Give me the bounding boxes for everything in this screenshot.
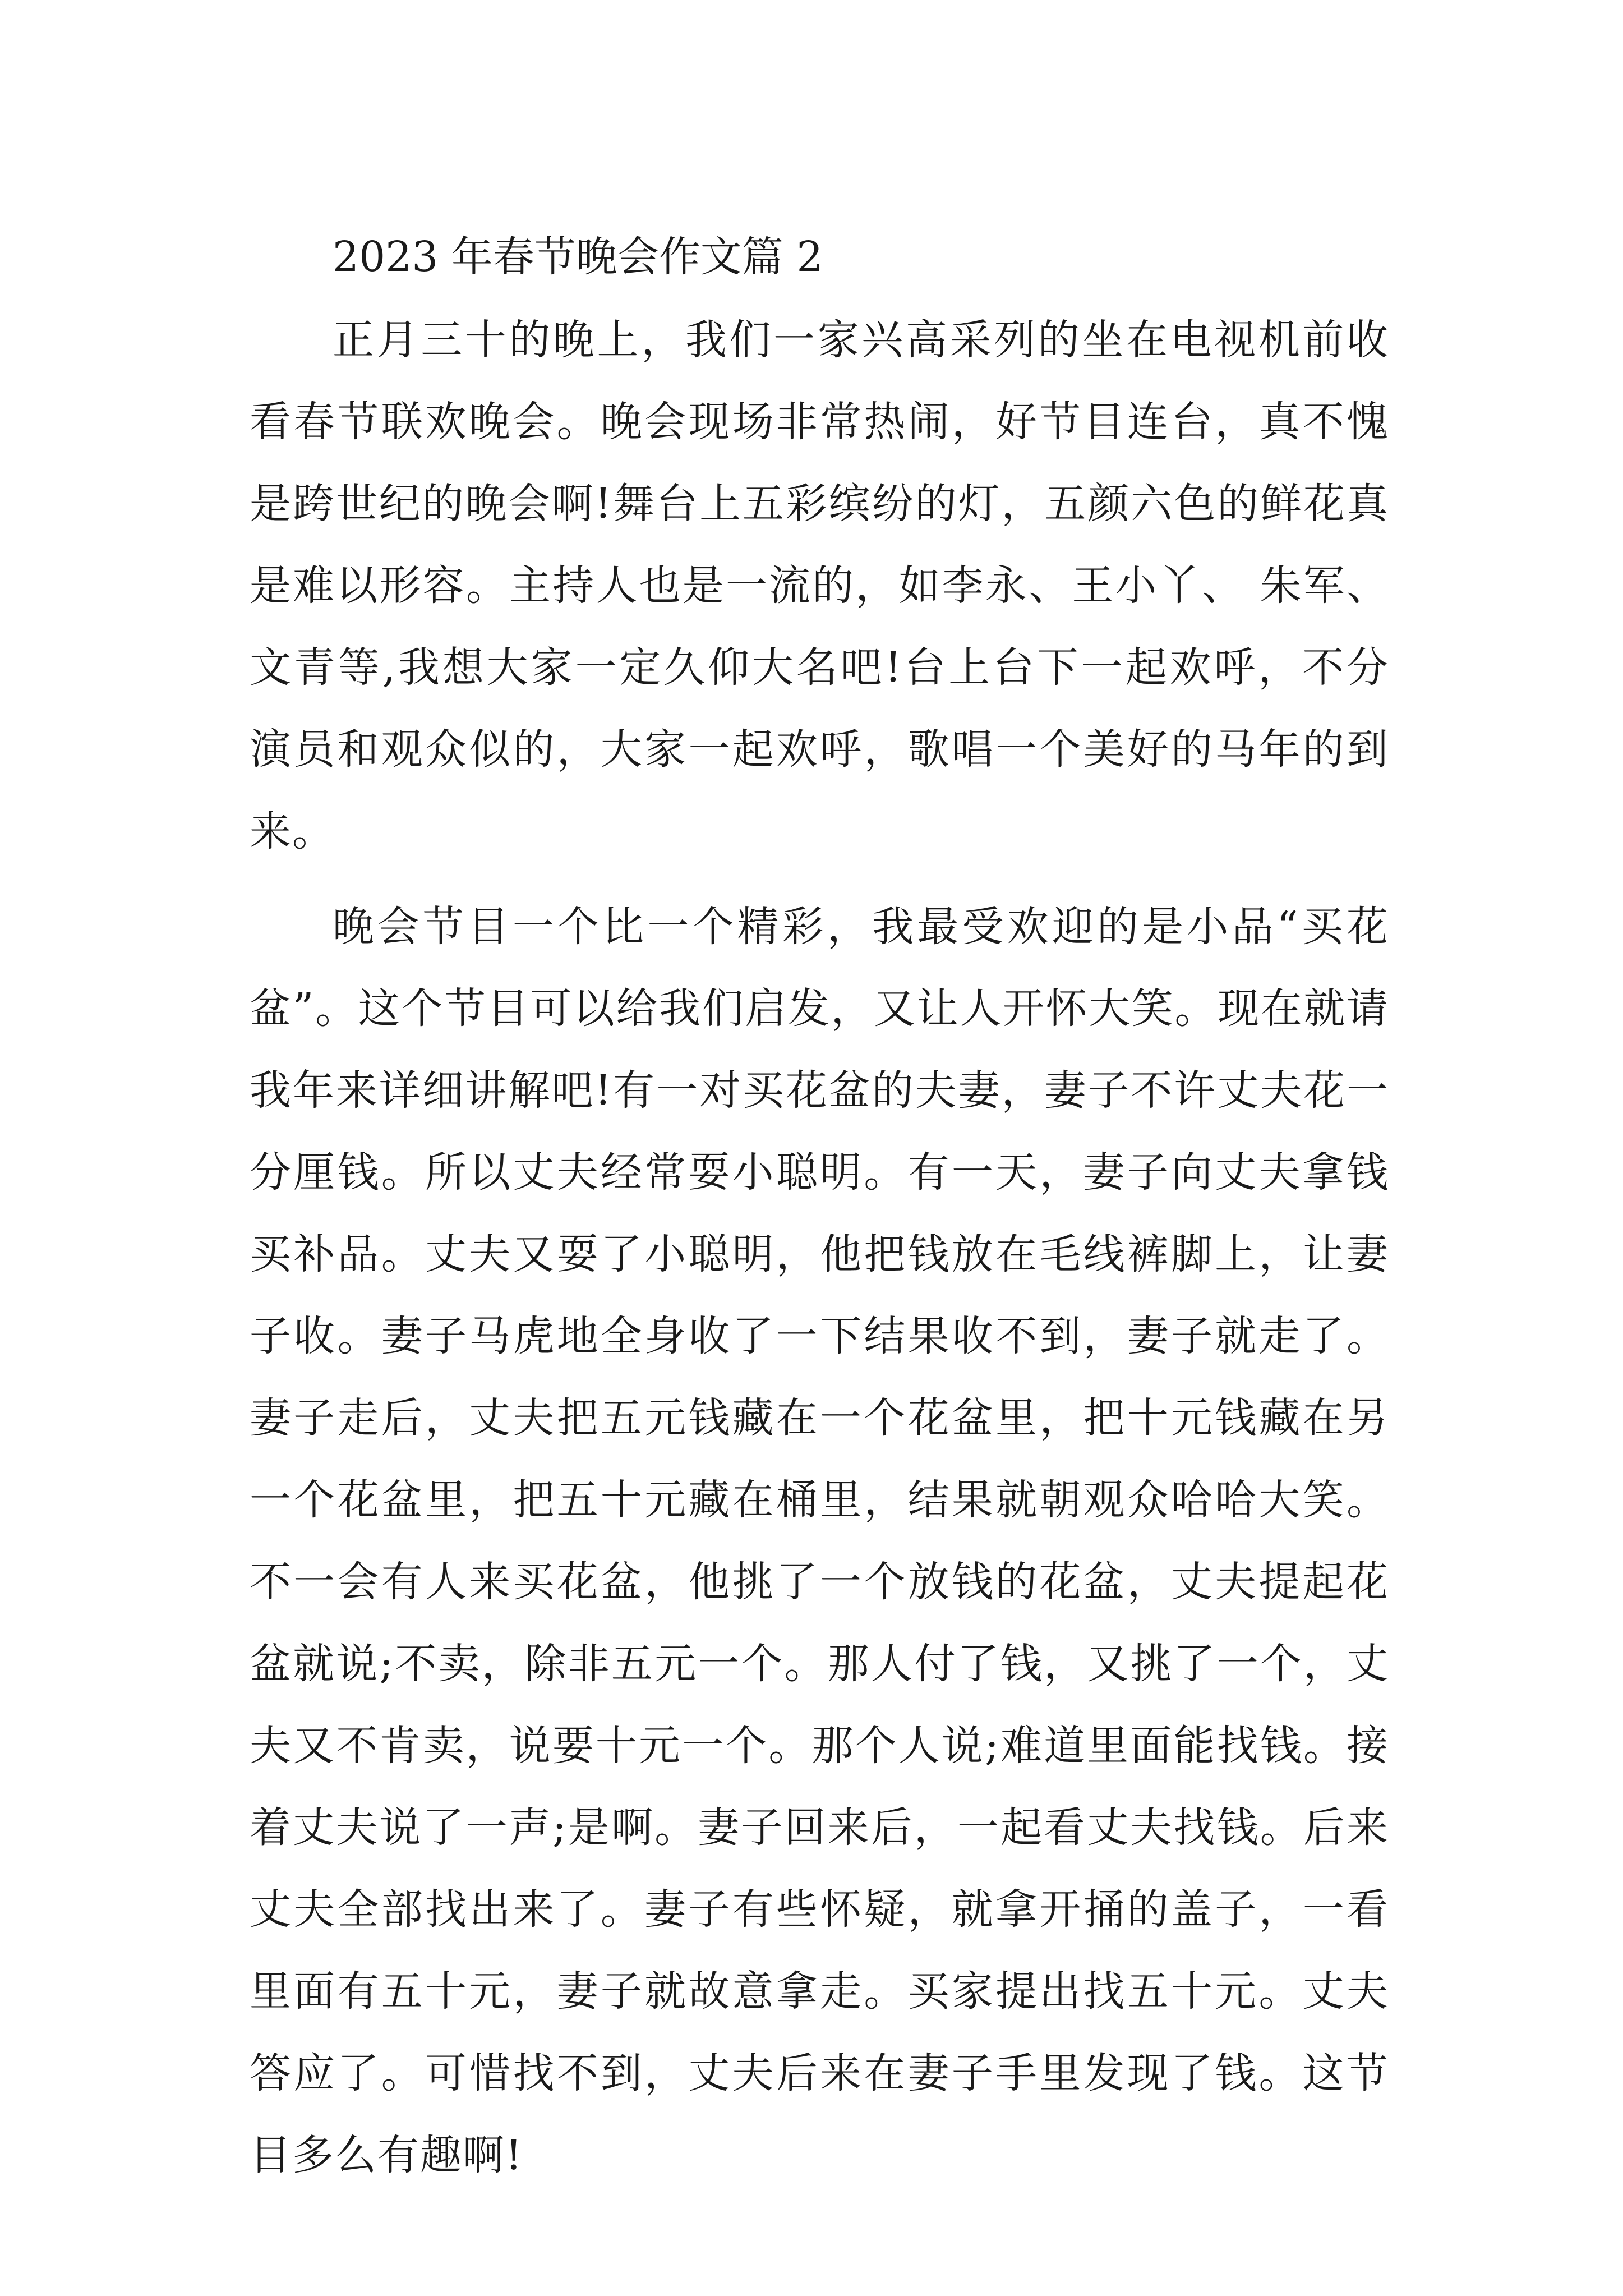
paragraph-2: 晚会节目一个比一个精彩，我最受欢迎的是小品“买花盆”。这个节目可以给我们启发，又让人开怀大笑。现在就请我年来详细讲解吧!有一对买花盆的夫妻，妻子不许丈夫花一分厘钱。所以丈夫经常耍小聪明。有一天，妻子向丈夫拿钱买补品。丈夫又耍了小聪明，他把钱放在毛线裤脚上，让妻子收。妻子马虎地全身收了一下结果收不到，妻子就走了。妻子走后，丈夫把五元钱藏在一个花盆里，把十元钱藏在另一个花盆里，把五十元藏在桶里，结果就朝观众哈哈大笑。不一会有人来买花盆，他挑了一个放钱的花盆，丈夫提起花盆就说;不卖，除非五元一个。那人付了钱，又挑了一个，丈夫又不肯卖，说要十元一个。那个人说;难道里面能找钱。接着丈夫说了一声;是啊。妻子回来后，一起看丈夫找钱。后来丈夫全部找出来了。妻子有些怀疑，就拿开捅的盖子，一看里面有五十元，妻子就故意拿走。买家提出找五十元。丈夫答应了。可惜找不到，丈夫后来在妻子手里发现了钱。这节目多么有趣啊! (250, 903, 1389, 2179)
document-body (250, 216, 1389, 2210)
document-title: 2023 年春节晚会作文篇 2 (333, 233, 823, 281)
paragraph-1: 正月三十的晚上，我们一家兴高采列的坐在电视机前收看春节联欢晚会。晚会现场非常热闹，好节目连台，真不愧是跨世纪的晚会啊!舞台上五彩缤纷的灯，五颜六色的鲜花真是难以形容。主持人也是一流的，如李永、王小丫、 朱军、 文青等,我想大家一定久仰大名吧!台上台下一起欢呼，不分演员和观众似的，大家一起欢呼，歌唱一个美好的马年的到来。 (250, 316, 1389, 855)
